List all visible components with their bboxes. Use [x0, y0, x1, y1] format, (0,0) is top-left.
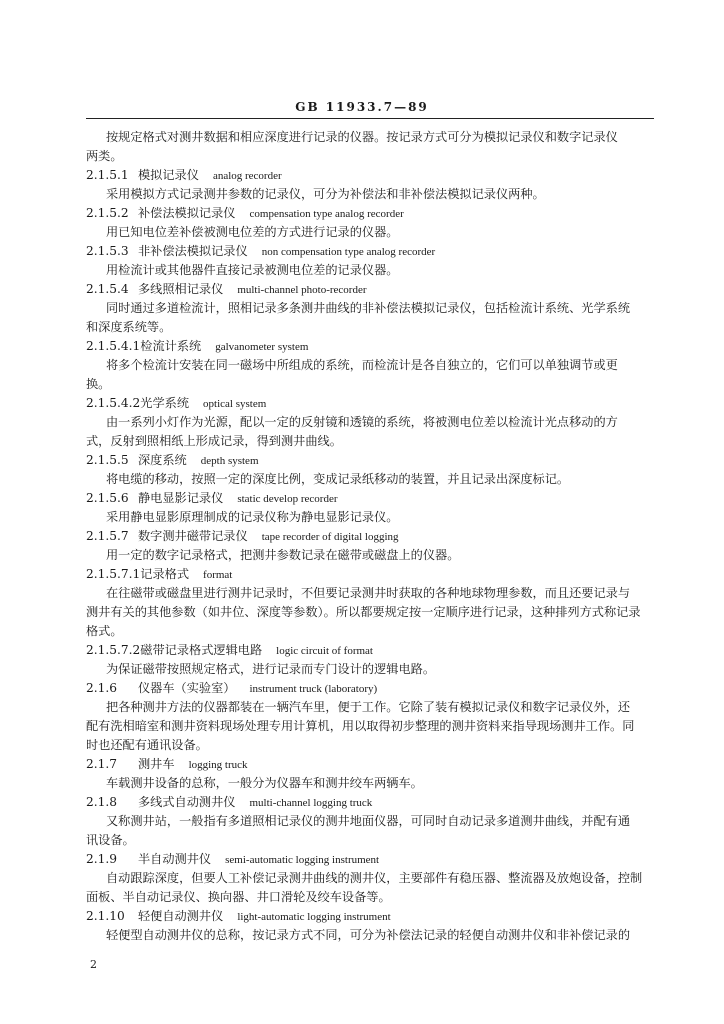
term-number: 2.1.5.3 — [86, 244, 129, 258]
term-english: light-automatic logging instrument — [237, 911, 391, 923]
term-english: format — [203, 569, 233, 581]
term-english: analog recorder — [212, 170, 282, 182]
paragraph-line: 式，反射到照相纸上形成记录，得到测井曲线。 — [86, 434, 342, 448]
term-chinese: 数字测井磁带记录仪 — [138, 529, 248, 543]
term-chinese: 测井车 — [138, 757, 175, 771]
term-number: 2.1.5.4.1 — [86, 339, 141, 353]
paragraph-line: 车载测井设备的总称，一般分为仪器车和测井绞车两辆车。 — [106, 776, 423, 790]
term-entry — [86, 337, 654, 356]
term-chinese: 深度系统 — [138, 453, 187, 467]
paragraph-line: 由一系列小灯作为光源，配以一定的反射镜和透镜的系统，将被测电位差以检流计光点移动的方 — [106, 415, 618, 429]
term-chinese: 磁带记录格式逻辑电路 — [140, 643, 263, 657]
term-english: depth system — [200, 455, 259, 467]
paragraph-line: 讯设备。 — [86, 833, 135, 847]
term-entry — [86, 394, 654, 413]
paragraph-line: 用检流计或其他器件直接记录被测电位差的记录仪器。 — [106, 263, 399, 277]
paragraph-line: 又称测井站，一般指有多道照相记录仪的测井地面仪器，可同时自动记录多道测井曲线，并配有通 — [106, 814, 631, 828]
term-entry — [86, 565, 654, 584]
paragraph-line: 时也还配有通讯设备。 — [86, 738, 208, 752]
term-number: 2.1.5.7.2 — [86, 643, 141, 657]
paragraph-line: 为保证磁带按照规定格式，进行记录而专门设计的逻辑电路。 — [106, 662, 436, 676]
term-chinese: 轻便自动测井仪 — [138, 909, 224, 923]
paragraph-line: 将多个检流计安装在同一磁场中所组成的系统，而检流计是各自独立的，它们可以单独调节或更 — [106, 358, 618, 372]
paragraph-line: 把各种测井方法的仪器都装在一辆汽车里，便于工作。它除了装有模拟记录仪和数字记录仪外，还 — [106, 700, 631, 714]
page-header: GB 11933.7—89 — [295, 100, 429, 114]
term-number: 2.1.6 — [86, 681, 118, 695]
term-chinese: 多线式自动测井仪 — [138, 795, 236, 809]
term-entry — [86, 679, 654, 698]
term-entry — [86, 204, 654, 223]
term-entry — [86, 907, 654, 926]
paragraph-line: 配有洗相暗室和测井资料现场处理专用计算机，用以取得初步整理的测井资料来指导现场测井工作。同 — [86, 719, 635, 733]
term-entry — [86, 166, 654, 185]
term-entry — [86, 755, 654, 774]
paragraph-line: 测井有关的其他参数（如井位、深度等参数）。所以都要规定按一定顺序进行记录，这种排列方式称记录 — [86, 605, 641, 619]
term-number: 2.1.5.4.2 — [86, 396, 141, 410]
term-number: 2.1.5.7 — [86, 529, 129, 543]
term-english: non compensation type analog recorder — [261, 246, 436, 258]
term-entry — [86, 451, 654, 470]
paragraph-line: 换。 — [86, 377, 111, 391]
term-chinese: 检流计系统 — [140, 339, 202, 353]
term-english: instrument truck (laboratory) — [249, 683, 378, 695]
term-entry — [86, 793, 654, 812]
term-number: 2.1.5.6 — [86, 491, 129, 505]
term-entry — [86, 527, 654, 546]
term-number: 2.1.10 — [86, 909, 125, 923]
header-rule — [86, 118, 654, 119]
paragraph-line: 用一定的数字记录格式，把测井参数记录在磁带或磁盘上的仪器。 — [106, 548, 460, 562]
paragraph-line: 用已知电位差补偿被测电位差的方式进行记录的仪器。 — [106, 225, 399, 239]
term-chinese: 仪器车（实验室） — [138, 681, 236, 695]
term-english: logging truck — [188, 759, 248, 771]
term-entry — [86, 280, 654, 299]
paragraph-line: 将电缆的移动，按照一定的深度比例，变成记录纸移动的装置，并且记录出深度标记。 — [106, 472, 570, 486]
term-english: optical system — [203, 398, 267, 410]
term-number: 2.1.7 — [86, 757, 118, 771]
page-number: 2 — [90, 958, 97, 971]
term-chinese: 光学系统 — [140, 396, 190, 410]
term-english: logic circuit of format — [276, 645, 373, 657]
term-chinese: 非补偿法模拟记录仪 — [138, 244, 248, 258]
term-english: tape recorder of digital logging — [261, 531, 399, 543]
term-english: multi-channel photo-recorder — [237, 284, 367, 296]
term-chinese: 多线照相记录仪 — [138, 282, 224, 296]
term-chinese: 静电显影记录仪 — [138, 491, 224, 505]
paragraph-line: 在往磁带或磁盘里进行测井记录时，不但要记录测井时获取的各种地球物理参数，而且还要记录与 — [106, 586, 631, 600]
term-english: galvanometer system — [215, 341, 309, 353]
term-entry — [86, 489, 654, 508]
term-chinese: 半自动测井仪 — [138, 852, 212, 866]
term-english: semi-automatic logging instrument — [225, 854, 380, 866]
paragraph-line: 轻便型自动测井仪的总称，按记录方式不同，可分为补偿法记录的轻便自动测井仪和非补偿记录的 — [106, 928, 631, 942]
term-english: compensation type analog recorder — [249, 208, 404, 220]
paragraph-line: 按规定格式对测井数据和相应深度进行记录的仪器。按记录方式可分为模拟记录仪和数字记录仪 — [106, 130, 618, 144]
term-number: 2.1.5.4 — [86, 282, 129, 296]
term-number: 2.1.5.1 — [86, 168, 129, 182]
paragraph-line: 采用模拟方式记录测井参数的记录仪，可分为补偿法和非补偿法模拟记录仪两种。 — [106, 187, 545, 201]
paragraph-line: 两类。 — [86, 149, 123, 163]
document-body — [86, 128, 654, 945]
term-entry — [86, 242, 654, 261]
term-chinese: 记录格式 — [140, 567, 190, 581]
term-chinese: 补偿法模拟记录仪 — [138, 206, 236, 220]
term-number: 2.1.8 — [86, 795, 118, 809]
paragraph-line: 同时通过多道检流计，照相记录多条测井曲线的非补偿法模拟记录仪，包括检流计系统、光学系统 — [106, 301, 631, 315]
paragraph-line: 采用静电显影原理制成的记录仪称为静电显影记录仪。 — [106, 510, 399, 524]
term-number: 2.1.5.7.1 — [86, 567, 141, 581]
term-entry — [86, 641, 654, 660]
paragraph-line: 和深度系统等。 — [86, 320, 172, 334]
term-entry — [86, 850, 654, 869]
term-number: 2.1.9 — [86, 852, 118, 866]
paragraph-line: 格式。 — [86, 624, 123, 638]
term-number: 2.1.5.5 — [86, 453, 129, 467]
paragraph-line: 面板、半自动记录仪、换向器、井口滑轮及绞车设备等。 — [86, 890, 391, 904]
term-number: 2.1.5.2 — [86, 206, 129, 220]
term-chinese: 模拟记录仪 — [138, 168, 199, 182]
paragraph-line: 自动跟踪深度，但要人工补偿记录测井曲线的测井仪，主要部件有稳压器、整流器及放炮设备，控制 — [106, 871, 643, 885]
term-english: multi-channel logging truck — [249, 797, 373, 809]
term-english: static develop recorder — [237, 493, 338, 505]
